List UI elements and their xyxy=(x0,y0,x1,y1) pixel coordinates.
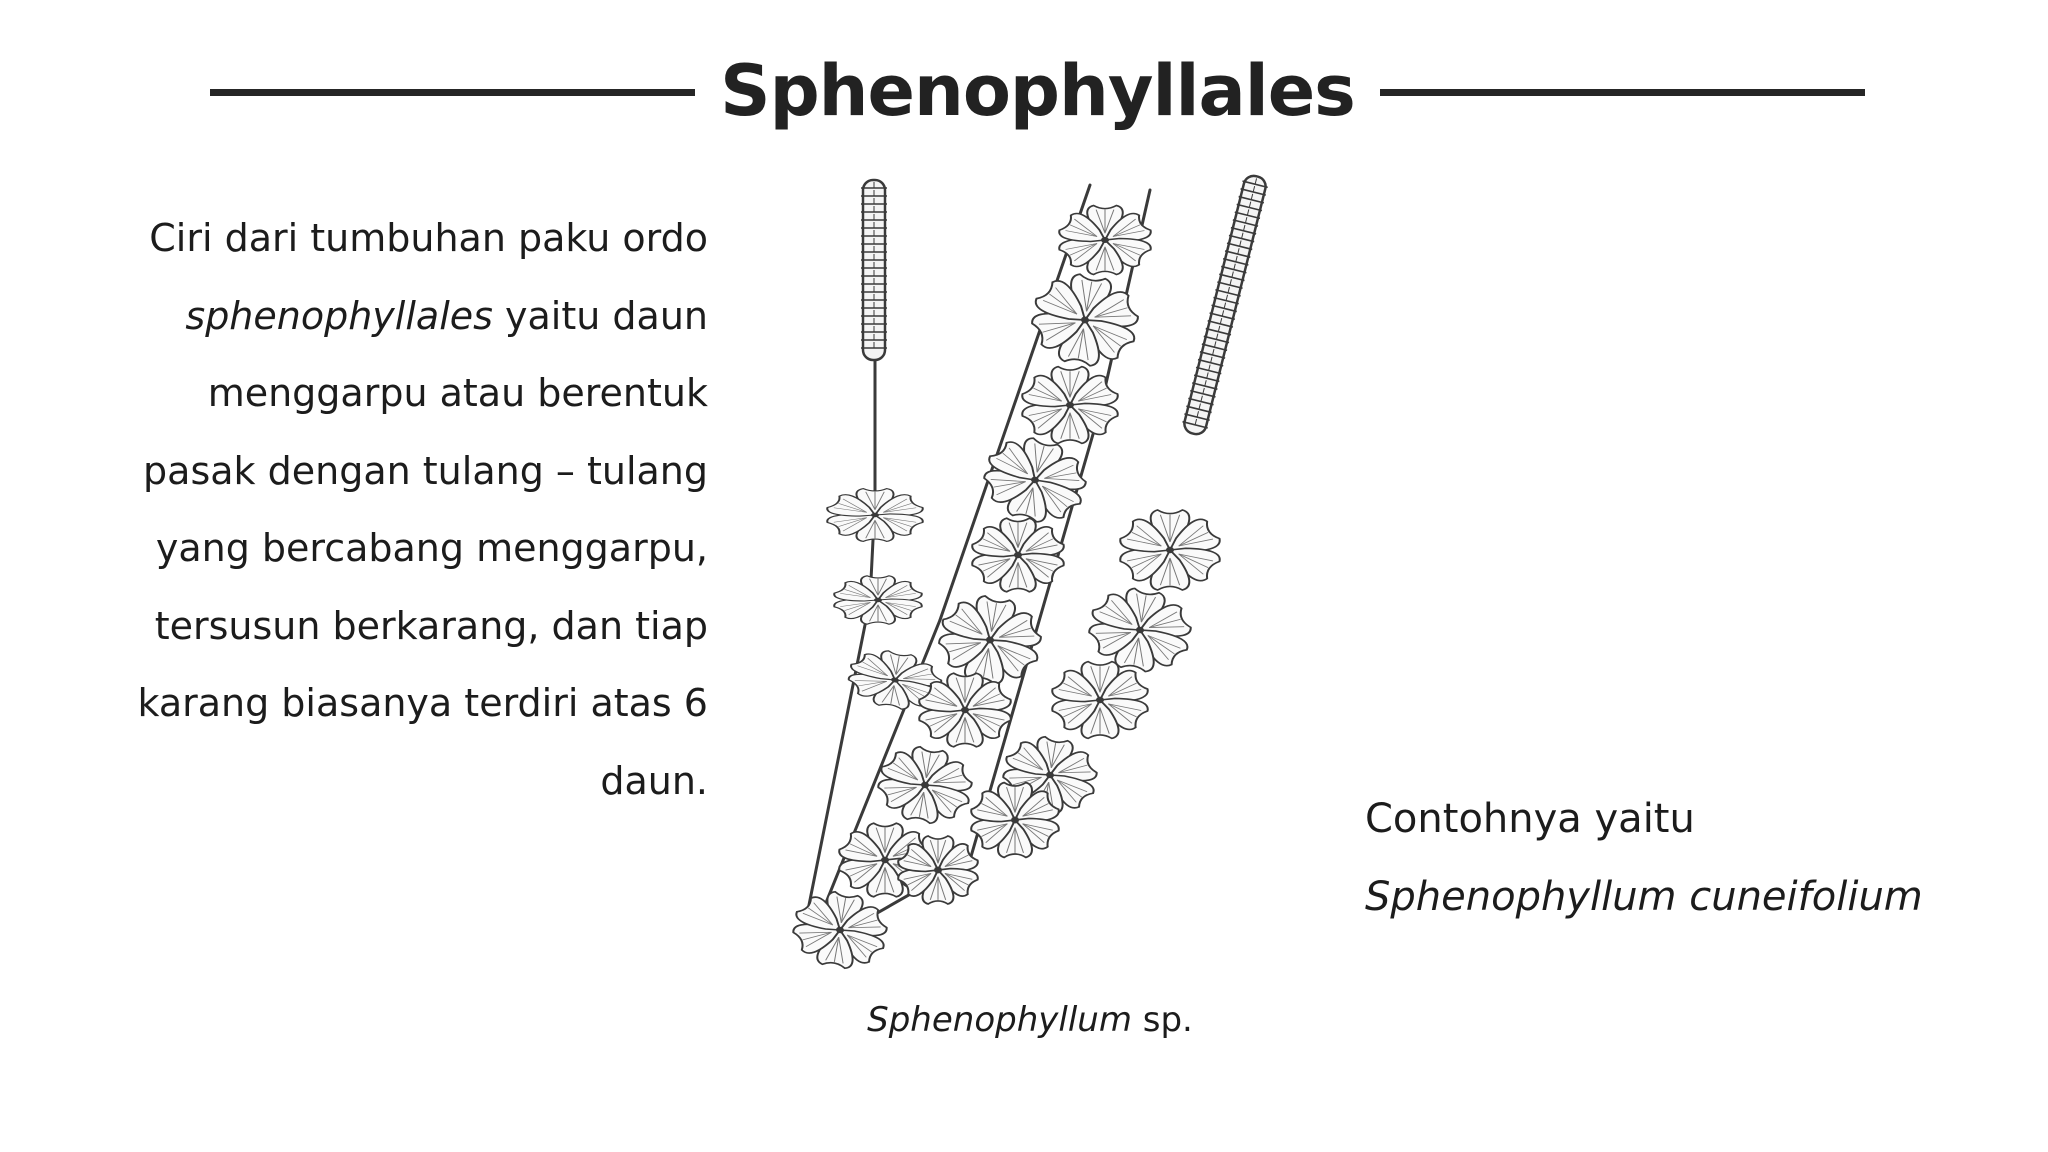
leaf-whorl-18 xyxy=(968,783,1061,858)
leaf-whorl-2 xyxy=(831,576,924,624)
leaf-whorls xyxy=(786,206,1223,975)
leaf-whorl-15 xyxy=(1081,581,1199,678)
leaf-whorl-16 xyxy=(1049,662,1151,739)
illustration-caption xyxy=(800,998,1260,1042)
example-species-name: Sphenophyllum cuneifolium xyxy=(1365,874,1923,920)
example-block xyxy=(1365,780,2005,936)
leaf-whorl-6 xyxy=(1019,367,1121,444)
leaf-whorl-13 xyxy=(786,885,895,974)
slide-title: Sphenophyllales xyxy=(720,50,1355,132)
description-italic-term: sphenophyllales xyxy=(185,293,493,338)
leaf-whorl-14 xyxy=(1117,510,1223,590)
leaf-whorl-4 xyxy=(1056,206,1153,275)
cone-right xyxy=(1180,173,1269,436)
title-rule-right xyxy=(1380,89,1865,96)
caption-genus: Sphenophyllum xyxy=(867,1000,1132,1040)
title-rule-left xyxy=(210,89,695,96)
description-paragraph xyxy=(120,200,708,820)
leaf-whorl-10 xyxy=(916,673,1013,747)
leaf-whorl-7 xyxy=(973,428,1096,533)
sphenophyllum-illustration xyxy=(770,170,1290,1000)
description-text-end: yaitu daun menggarpu atau berentuk pasak dengan tulang – tulang yang bercabang menggarpu, tersusun berkarang, dan tiap karang biasanya terdiri atas 6 daun. xyxy=(137,293,708,803)
leaf-whorl-19 xyxy=(896,836,981,904)
example-intro: Contohnya yaitu xyxy=(1365,796,1695,842)
caption-species: sp. xyxy=(1131,1000,1193,1040)
leaf-whorl-8 xyxy=(969,518,1066,592)
description-text-start: Ciri dari tumbuhan paku ordo xyxy=(149,216,708,260)
cone-left xyxy=(861,180,887,360)
leaf-whorl-1 xyxy=(824,489,926,542)
